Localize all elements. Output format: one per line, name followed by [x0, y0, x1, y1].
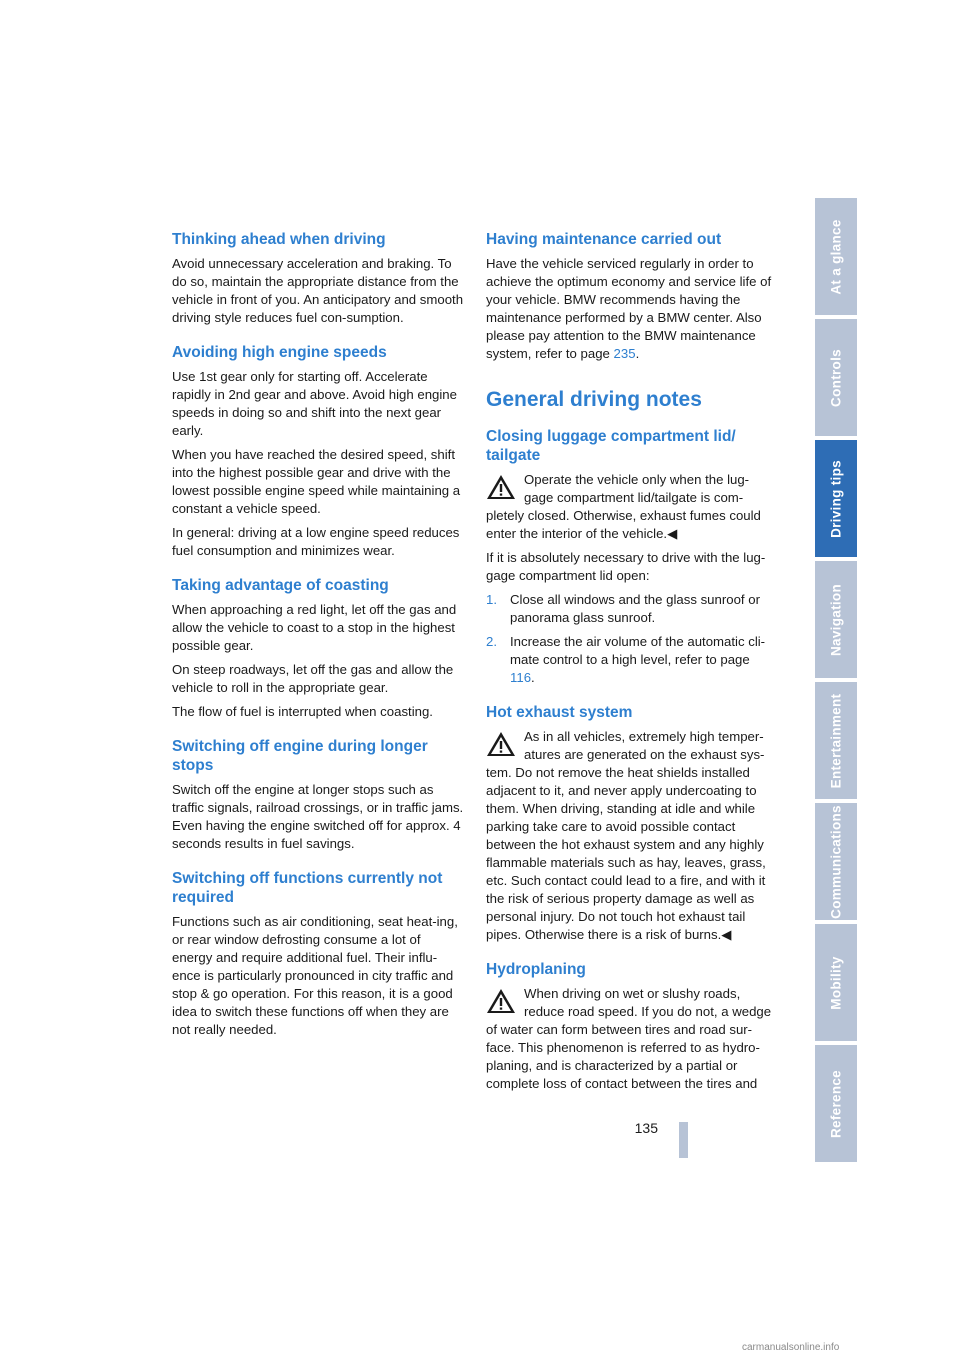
section-switching-off-engine [172, 737, 464, 853]
section-coasting [172, 576, 464, 721]
warning-triangle-icon [486, 474, 516, 502]
paragraph: Have the vehicle serviced regularly in order to achieve the optimum economy and service life of your vehicle. BMW recommends having the maintenance performed by a BMW center. Also please pay attention to the BMW maintenance system, refer to page 235. [486, 256, 772, 361]
section-title: Taking advantage of coasting [172, 577, 389, 594]
numbered-list [486, 591, 778, 687]
warning-triangle-icon [486, 988, 516, 1016]
section-title: Thinking ahead when driving [172, 231, 386, 248]
page-number: 135 [634, 1120, 658, 1136]
chapter-tabs [815, 198, 857, 1166]
tab-entertainment[interactable]: Entertainment [815, 682, 857, 799]
warning-triangle-icon [486, 731, 516, 759]
section-title: Hydroplaning [486, 961, 586, 978]
paragraph: Use 1st gear only for starting off. Accelerate rapidly in 2nd gear and above. Avoid high engine speeds in doing so and shift into the next gear early. [172, 369, 457, 438]
tab-at-a-glance[interactable]: At a glance [815, 198, 857, 315]
section-maintenance [486, 230, 778, 363]
section-high-engine-speeds [172, 343, 464, 560]
tab-communications[interactable]: Communications [815, 803, 857, 920]
paragraph: Switch off the engine at longer stops such as traffic signals, railroad crossings, or in traffic jams. Even having the engine switched off for approx. 4 seconds results in fuel savings. [172, 782, 464, 851]
list-item: 2. Increase the air volume of the automatic cli-mate control to a high level, refer to page 116. [486, 634, 766, 685]
paragraph: Avoid unnecessary acceleration and braking. To do so, maintain the appropriate distance from the vehicle in front of you. An anticipatory and smooth driving style reduces fuel con-sumption. [172, 256, 464, 325]
paragraph: On steep roadways, let off the gas and allow the vehicle to roll in the appropriate gear. [172, 662, 454, 695]
paragraph: Functions such as air conditioning, seat heat-ing, or rear window defrosting consume a lot of energy and require additional fuel. Their influ-ence is particularly pronounced in city traffic and stop & go operation. For this reason, it is a good idea to switch these functions off when they are not really needed. [172, 914, 458, 1037]
main-heading: General driving notes [486, 388, 702, 411]
warning-note: Operate the vehicle only when the lug-gage compartment lid/tailgate is com-pletely closed. Otherwise, exhaust fumes could enter the interior of the vehicle.◀ [486, 472, 761, 541]
section-hot-exhaust [486, 703, 778, 944]
right-column [486, 230, 778, 1109]
left-column [172, 230, 464, 1055]
warning-note: As in all vehicles, extremely high temper-atures are generated on the exhaust sys-tem. Do not remove the heat shields installed adjacent to it, and never apply undercoating to them. When driving, standing at idle and while parking take care to avoid possible contact between the hot exhaust system and any highly flammable materials such as hay, leaves, grass, etc. Such contact could lead to a fire, and with it the risk of serious property damage as well as personal injury. Do not touch hot exhaust tail pipes. Otherwise there is a risk of burns.◀ [486, 729, 766, 942]
page-reference-link[interactable]: 116 [510, 670, 532, 685]
section-title: Having maintenance carried out [486, 231, 722, 248]
watermark: carmanualsonline.info [742, 1342, 840, 1353]
tab-mobility[interactable]: Mobility [815, 924, 857, 1041]
section-switching-off-functions [172, 869, 464, 1039]
paragraph: If it is absolutely necessary to drive with the lug-gage compartment lid open: [486, 550, 766, 583]
paragraph: When you have reached the desired speed, shift into the highest possible gear and drive with the lowest possible engine speed while maintaining a constant a vehicle speed. [172, 447, 461, 516]
paragraph: When approaching a red light, let off the gas and allow the vehicle to coast to a stop in the highest possible gear. [172, 602, 457, 653]
warning-note: When driving on wet or slushy roads, reduce road speed. If you do not, a wedge of water can form between tires and road sur-face. This phenomenon is referred to as hydro-planing, and is characterized by a partial or complete loss of contact between the tires and [486, 986, 772, 1091]
section-title: Hot exhaust system [486, 704, 633, 721]
section-luggage-compartment [486, 427, 778, 687]
section-title: Closing luggage compartment lid/ tailgate [486, 428, 736, 464]
tab-navigation[interactable]: Navigation [815, 561, 857, 678]
section-hydroplaning [486, 960, 778, 1093]
list-item: 1. Close all windows and the glass sunroof or panorama glass sunroof. [486, 592, 760, 625]
paragraph: The flow of fuel is interrupted when coasting. [172, 704, 433, 719]
section-title: Switching off engine during longer stops [172, 738, 428, 774]
paragraph: In general: driving at a low engine speed reduces fuel consumption and minimizes wear. [172, 525, 460, 558]
tab-driving-tips[interactable]: Driving tips [815, 440, 857, 557]
section-title: Switching off functions currently not required [172, 870, 443, 906]
tab-reference[interactable]: Reference [815, 1045, 857, 1162]
section-title: Avoiding high engine speeds [172, 344, 387, 361]
section-thinking-ahead [172, 230, 464, 327]
page-reference-link[interactable]: 235 [613, 346, 636, 361]
tab-controls[interactable]: Controls [815, 319, 857, 436]
page-marker-bar [679, 1122, 688, 1158]
